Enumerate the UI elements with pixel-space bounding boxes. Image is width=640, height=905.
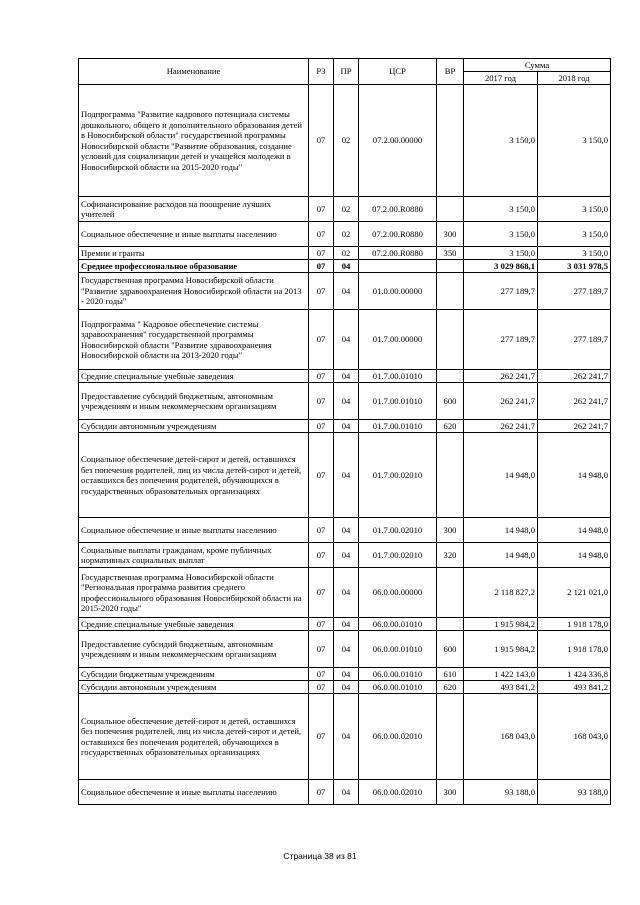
cell-sum-2018: 14 948,0 (538, 518, 611, 543)
header-rz: РЗ (309, 59, 334, 85)
cell-pr: 04 (334, 668, 359, 681)
cell-sum-2017: 3 150,0 (464, 85, 538, 197)
cell-sum-2018: 3 150,0 (538, 197, 611, 222)
table-row (79, 222, 611, 247)
cell-rz: 07 (309, 618, 334, 631)
cell-sum-2017: 493 841,2 (464, 681, 538, 694)
cell-name: Социальное обеспечение детей-сирот и детей, оставшихся без попечения родителей, лиц из числа детей-сирот и детей, оставшихся без попечения родителей, обучающихся в государственных образовательных организациях (79, 694, 309, 780)
cell-csr: 07.2.00.R0880 (359, 197, 437, 222)
cell-sum-2018: 262 241,7 (538, 420, 611, 433)
cell-csr: 06.0.00.02010 (359, 780, 437, 805)
cell-name: Софинансирование расходов на поощрение лучших учителей (79, 197, 309, 222)
table-row (79, 85, 611, 197)
header-sum: Сумма (464, 59, 611, 72)
cell-rz: 07 (309, 681, 334, 694)
cell-sum-2017: 262 241,7 (464, 370, 538, 383)
table-row (79, 197, 611, 222)
cell-sum-2018: 1 918 178,0 (538, 631, 611, 668)
cell-vr (437, 568, 464, 618)
cell-csr: 06.0.00.01010 (359, 668, 437, 681)
cell-csr: 01.7.00.01010 (359, 420, 437, 433)
cell-vr (437, 197, 464, 222)
cell-sum-2018: 3 150,0 (538, 247, 611, 260)
header-2017: 2017 год (464, 72, 538, 85)
cell-sum-2018: 2 121 021,0 (538, 568, 611, 618)
cell-name: Премии и гранты (79, 247, 309, 260)
cell-pr: 04 (334, 543, 359, 568)
table-row (79, 370, 611, 383)
cell-pr: 04 (334, 433, 359, 518)
cell-sum-2017: 3 150,0 (464, 247, 538, 260)
cell-csr: 01.7.00.01010 (359, 383, 437, 420)
cell-sum-2017: 1 915 984,2 (464, 618, 538, 631)
cell-rz: 07 (309, 383, 334, 420)
cell-name: Субсидии бюджетным учреждениям (79, 668, 309, 681)
cell-csr: 01.7.00.02010 (359, 433, 437, 518)
cell-csr: 06.0.00.01010 (359, 631, 437, 668)
cell-rz: 07 (309, 197, 334, 222)
cell-pr: 04 (334, 618, 359, 631)
cell-sum-2017: 14 948,0 (464, 543, 538, 568)
cell-name: Среднее профессиональное образование (79, 260, 309, 273)
cell-name: Социальные выплаты гражданам, кроме публичных нормативных социальных выплат (79, 543, 309, 568)
cell-csr: 07.2.00.R0880 (359, 247, 437, 260)
cell-pr: 02 (334, 222, 359, 247)
cell-csr: 06.0.00.01010 (359, 618, 437, 631)
cell-csr: 01.7.00.01010 (359, 370, 437, 383)
cell-name: Социальное обеспечение и иные выплаты населению (79, 518, 309, 543)
budget-table (78, 58, 611, 805)
cell-vr: 610 (437, 668, 464, 681)
cell-pr: 04 (334, 681, 359, 694)
cell-sum-2018: 3 150,0 (538, 85, 611, 197)
cell-rz: 07 (309, 247, 334, 260)
cell-rz: 07 (309, 780, 334, 805)
cell-pr: 04 (334, 694, 359, 780)
cell-vr (437, 618, 464, 631)
cell-sum-2017: 14 948,0 (464, 518, 538, 543)
cell-sum-2018: 1 424 336,8 (538, 668, 611, 681)
cell-pr: 02 (334, 247, 359, 260)
cell-sum-2017: 14 948,0 (464, 433, 538, 518)
header-2018: 2018 год (538, 72, 611, 85)
cell-csr: 06.0.00.01010 (359, 681, 437, 694)
cell-sum-2018: 262 241,7 (538, 370, 611, 383)
cell-rz: 07 (309, 370, 334, 383)
cell-vr: 300 (437, 222, 464, 247)
table-row (79, 247, 611, 260)
table-row (79, 668, 611, 681)
cell-name: Средние специальные учебные заведения (79, 618, 309, 631)
cell-vr (437, 433, 464, 518)
cell-pr: 02 (334, 85, 359, 197)
cell-rz: 07 (309, 518, 334, 543)
cell-pr: 04 (334, 518, 359, 543)
cell-vr (437, 370, 464, 383)
cell-sum-2018: 277 189,7 (538, 310, 611, 370)
cell-rz: 07 (309, 273, 334, 310)
cell-pr: 04 (334, 420, 359, 433)
table-row (79, 543, 611, 568)
cell-name: Социальное обеспечение и иные выплаты населению (79, 222, 309, 247)
cell-name: Государственная программа Новосибирской области "Развитие здравоохранения Новосибирской области на 2013 - 2020 годы" (79, 273, 309, 310)
cell-vr: 300 (437, 780, 464, 805)
cell-name: Государственная программа Новосибирской области "Региональная программа развития среднего профессионального образования Новосибирской области на 2015-2020 годы" (79, 568, 309, 618)
page-number: Страница 38 из 81 (283, 851, 357, 861)
table-row (79, 310, 611, 370)
table-body (79, 85, 611, 805)
cell-pr: 02 (334, 197, 359, 222)
cell-sum-2017: 3 029 868,1 (464, 260, 538, 273)
cell-pr: 04 (334, 383, 359, 420)
cell-sum-2017: 1 422 143,0 (464, 668, 538, 681)
cell-rz: 07 (309, 433, 334, 518)
cell-name: Субсидии автономным учреждениям (79, 420, 309, 433)
cell-pr: 04 (334, 780, 359, 805)
header-csr: ЦСР (359, 59, 437, 85)
cell-sum-2017: 1 915 984,2 (464, 631, 538, 668)
cell-rz: 07 (309, 543, 334, 568)
cell-csr: 01.7.00.02010 (359, 518, 437, 543)
cell-sum-2018: 93 188,0 (538, 780, 611, 805)
cell-sum-2017: 262 241,7 (464, 383, 538, 420)
cell-sum-2017: 3 150,0 (464, 197, 538, 222)
cell-csr: 01.0.00.00000 (359, 273, 437, 310)
cell-sum-2018: 14 948,0 (538, 433, 611, 518)
table-row (79, 568, 611, 618)
cell-csr: 06.0.00.02010 (359, 694, 437, 780)
cell-rz: 07 (309, 631, 334, 668)
cell-rz: 07 (309, 568, 334, 618)
cell-sum-2018: 3 150,0 (538, 222, 611, 247)
cell-sum-2018: 168 043,0 (538, 694, 611, 780)
cell-name: Социальное обеспечение детей-сирот и детей, оставшихся без попечения родителей, лиц из числа детей-сирот и детей, оставшихся без попечения родителей, обучающихся в государственных образовательных организациях (79, 433, 309, 518)
budget-table-sheet (78, 58, 610, 805)
cell-sum-2018: 1 918 178,0 (538, 618, 611, 631)
table-row (79, 433, 611, 518)
cell-vr: 300 (437, 518, 464, 543)
table-row (79, 780, 611, 805)
cell-vr: 620 (437, 420, 464, 433)
cell-csr: 01.7.00.02010 (359, 543, 437, 568)
cell-rz: 07 (309, 310, 334, 370)
cell-rz: 07 (309, 260, 334, 273)
cell-name: Социальное обеспечение и иные выплаты населению (79, 780, 309, 805)
table-row (79, 273, 611, 310)
cell-vr (437, 694, 464, 780)
cell-rz: 07 (309, 420, 334, 433)
table-row (79, 631, 611, 668)
cell-sum-2017: 277 189,7 (464, 273, 538, 310)
table-row (79, 681, 611, 694)
cell-name: Средние специальные учебные заведения (79, 370, 309, 383)
header-name: Наименование (79, 59, 309, 85)
cell-sum-2017: 2 118 827,2 (464, 568, 538, 618)
cell-vr: 600 (437, 383, 464, 420)
table-row (79, 383, 611, 420)
cell-csr: 01.7.00.00000 (359, 310, 437, 370)
cell-vr (437, 85, 464, 197)
cell-vr (437, 260, 464, 273)
cell-rz: 07 (309, 694, 334, 780)
cell-name: Предоставление субсидий бюджетным, автономным учреждениям и иным некоммерческим организациям (79, 383, 309, 420)
cell-vr: 350 (437, 247, 464, 260)
cell-rz: 07 (309, 668, 334, 681)
header-pr: ПР (334, 59, 359, 85)
cell-sum-2017: 168 043,0 (464, 694, 538, 780)
cell-pr: 04 (334, 273, 359, 310)
table-row (79, 260, 611, 273)
cell-sum-2018: 277 189,7 (538, 273, 611, 310)
cell-pr: 04 (334, 631, 359, 668)
table-row (79, 518, 611, 543)
cell-name: Субсидии автономным учреждениям (79, 681, 309, 694)
cell-pr: 04 (334, 310, 359, 370)
cell-pr: 04 (334, 260, 359, 273)
cell-sum-2018: 3 031 978,5 (538, 260, 611, 273)
cell-name: Подпрограмма "Развитие кадрового потенциала системы дошкольного, общего и дополнительного образования детей в Новосибирской области" государственной программы Новосибирской области "Развитие образования, создание условий для социализации детей и учащейся молодежи в Новосибирской области на 2015-2020 годы" (79, 85, 309, 197)
table-row (79, 694, 611, 780)
cell-vr: 600 (437, 631, 464, 668)
table-row (79, 420, 611, 433)
cell-name: Предоставление субсидий бюджетным, автономным учреждениям и иным некоммерческим организациям (79, 631, 309, 668)
cell-sum-2017: 3 150,0 (464, 222, 538, 247)
cell-pr: 04 (334, 370, 359, 383)
cell-sum-2018: 493 841,2 (538, 681, 611, 694)
cell-pr: 04 (334, 568, 359, 618)
cell-csr (359, 260, 437, 273)
cell-rz: 07 (309, 222, 334, 247)
header-vr: ВР (437, 59, 464, 85)
cell-vr: 620 (437, 681, 464, 694)
cell-vr: 320 (437, 543, 464, 568)
cell-sum-2018: 14 948,0 (538, 543, 611, 568)
cell-sum-2017: 277 189,7 (464, 310, 538, 370)
header-row (79, 59, 611, 72)
cell-csr: 07.2.00.00000 (359, 85, 437, 197)
cell-sum-2018: 262 241,7 (538, 383, 611, 420)
cell-sum-2017: 262 241,7 (464, 420, 538, 433)
cell-vr (437, 273, 464, 310)
cell-sum-2017: 93 188,0 (464, 780, 538, 805)
table-row (79, 618, 611, 631)
cell-csr: 07.2.00.R0880 (359, 222, 437, 247)
cell-csr: 06.0.00.00000 (359, 568, 437, 618)
cell-name: Подпрограмма " Кадровое обеспечение системы здравоохранения" государственной программы Новосибирской области "Развитие здравоохранения Новосибирской области на 2013-2020 годы" (79, 310, 309, 370)
cell-vr (437, 310, 464, 370)
cell-rz: 07 (309, 85, 334, 197)
